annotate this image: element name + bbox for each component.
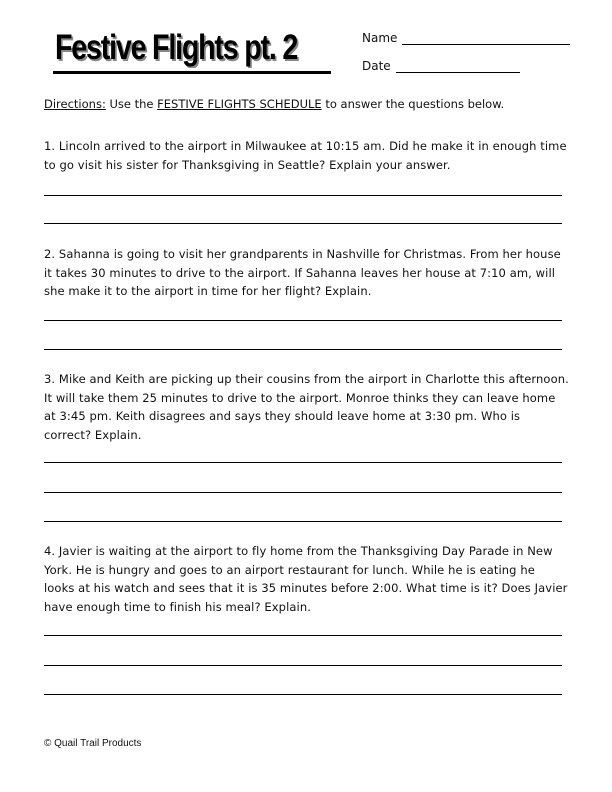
answer-line[interactable] bbox=[44, 223, 562, 224]
schedule-reference: FESTIVE FLIGHTS SCHEDULE bbox=[157, 97, 322, 111]
question-2: 2. Sahanna is going to visit her grandparents in Nashville for Christmas. From her house it takes 30 minutes to drive to the airport. If Sahanna leaves her house at 7:10 am, will she make it to the airport in time for her flight? Explain. bbox=[44, 247, 561, 298]
answer-line[interactable] bbox=[44, 349, 562, 350]
answer-line[interactable] bbox=[44, 492, 562, 493]
answer-line[interactable] bbox=[44, 694, 562, 695]
name-field[interactable] bbox=[362, 31, 570, 45]
question-4: 4. Javier is waiting at the airport to fly home from the Thanksgiving Day Parade in New York. He is hungry and goes to an airport restaurant for lunch. While he is eating he looks at his watch and sees that it is 35 minutes before 2:00. What time is it? Does Javier have enough time to finish his meal? Explain. bbox=[44, 544, 568, 614]
directions-text: Use the bbox=[105, 97, 158, 111]
question-1: 1. Lincoln arrived to the airport in Milwaukee at 10:15 am. Did he make it in enough time to go visit his sister for Thanksgiving in Seattle? Explain your answer. bbox=[44, 139, 567, 172]
answer-line[interactable] bbox=[44, 320, 562, 321]
worksheet-title: Festive Flights pt. 2 bbox=[55, 28, 298, 67]
directions-text-end: to answer the questions below. bbox=[321, 97, 505, 111]
title-underline bbox=[53, 71, 331, 74]
answer-line[interactable] bbox=[44, 195, 562, 196]
date-blank[interactable] bbox=[396, 60, 520, 73]
answer-line[interactable] bbox=[44, 521, 562, 522]
date-label: Date bbox=[362, 59, 391, 73]
copyright-footer: © Quail Trail Products bbox=[44, 738, 142, 749]
directions-label: Directions: bbox=[44, 97, 106, 111]
question-3: 3. Mike and Keith are picking up their cousins from the airport in Charlotte this afternoon. It will take them 25 minutes to drive to the airport. Monroe thinks they can leave home at 3:45 pm. Keith disagrees and says they should leave home at 3:30 pm. Who is correct? Explain. bbox=[44, 372, 569, 442]
name-blank[interactable] bbox=[402, 32, 570, 45]
date-field[interactable] bbox=[362, 59, 520, 73]
directions bbox=[44, 97, 504, 111]
answer-line[interactable] bbox=[44, 635, 562, 636]
answer-line[interactable] bbox=[44, 462, 562, 463]
answer-line[interactable] bbox=[44, 665, 562, 666]
name-label: Name bbox=[362, 31, 398, 45]
